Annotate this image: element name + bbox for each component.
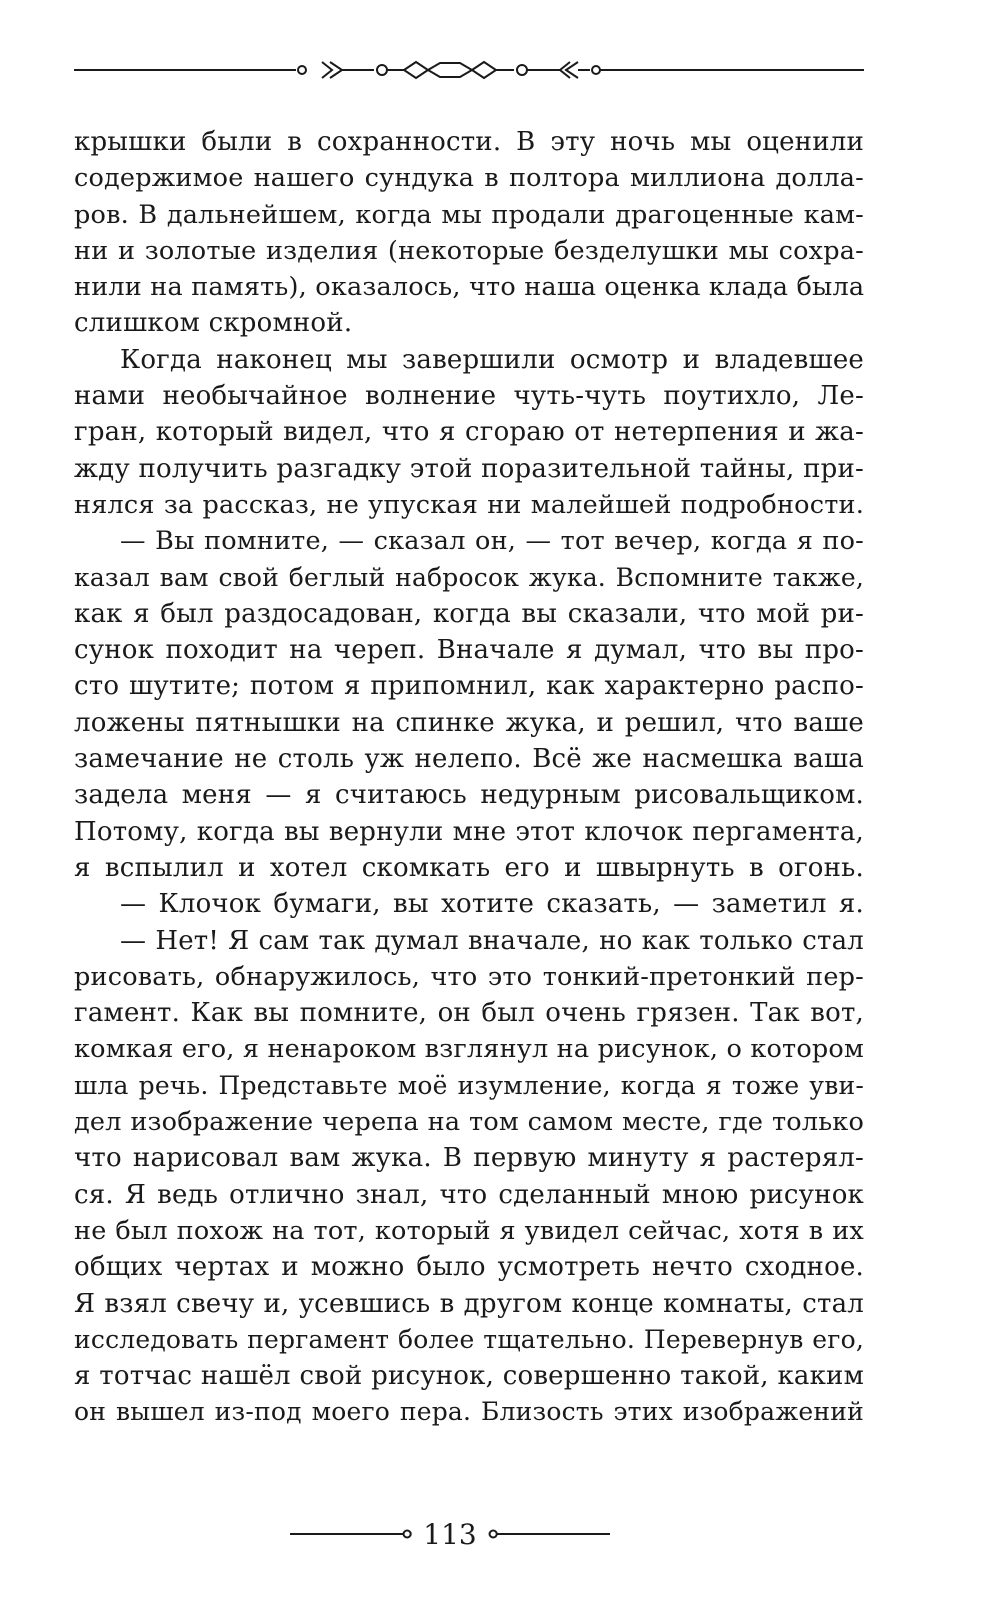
text-line: Когда наконец мы завершили осмотр и владевшее bbox=[120, 344, 864, 375]
text-line: крышки были в сохранности. В эту ночь мы оценили bbox=[74, 127, 864, 157]
text-line: исследовать пергамент более тщательно. Перевернув его, bbox=[74, 1324, 864, 1354]
text-line: — Вы помните, — сказал он, — тот вечер, когда я по- bbox=[120, 526, 864, 557]
text-line: жду получить разгадку этой поразительной тайны, при- bbox=[74, 453, 864, 484]
text-line: я тотчас нашёл свой рисунок, совершенно такой, каким bbox=[74, 1361, 864, 1392]
header-ornament bbox=[74, 50, 864, 90]
text-line: содержимое нашего сундука в полтора миллиона долла- bbox=[74, 163, 864, 194]
footer-ornament-right bbox=[487, 1520, 610, 1548]
text-line: задела меня — я считаюсь недурным рисовальщиком. bbox=[74, 780, 864, 811]
body-text bbox=[74, 124, 864, 1431]
text-line: нами необычайное волнение чуть-чуть поутихло, Ле- bbox=[74, 381, 864, 412]
text-line: ни и золотые изделия (некоторые безделушки мы сохра- bbox=[74, 235, 864, 266]
text-line: гамент. Как вы помните, он был очень грязен. Так вот, bbox=[74, 998, 864, 1029]
text-line: ров. В дальнейшем, когда мы продали драгоценные кам- bbox=[74, 199, 864, 230]
text-line: гран, который видел, что я сгораю от нетерпения и жа- bbox=[74, 417, 864, 448]
text-line: нялся за рассказ, не упуская ни малейшей подробности. bbox=[74, 489, 864, 520]
footer-ornament-left bbox=[290, 1520, 413, 1548]
text-line: не был похож на тот, который я увидел сейчас, хотя в их bbox=[74, 1215, 864, 1246]
text-line: сунок походит на череп. Вначале я думал, что вы про- bbox=[74, 635, 864, 666]
text-line: шла речь. Представьте моё изумление, когда я тоже уви- bbox=[74, 1070, 864, 1100]
page-number: 113 bbox=[423, 1517, 477, 1551]
text-line: рисовать, обнаружилось, что это тонкий-претонкий пер- bbox=[74, 961, 864, 992]
text-line: он вышел из-под моего пера. Близость этих изображений bbox=[74, 1397, 864, 1427]
text-line: как я был раздосадован, когда вы сказали, что мой ри- bbox=[74, 598, 864, 629]
text-line: — Нет! Я сам так думал вначале, но как только стал bbox=[120, 925, 864, 956]
text-line: общих чертах и можно было усмотреть нечто сходное. bbox=[74, 1252, 864, 1283]
text-line: замечание не столь уж нелепо. Всё же насмешка ваша bbox=[74, 744, 864, 775]
text-line: я вспылил и хотел скомкать его и швырнуть в огонь. bbox=[74, 852, 864, 883]
text-line: сто шутите; потом я припомнил, как характерно распо- bbox=[74, 671, 864, 702]
text-line: что нарисовал вам жука. В первую минуту я растерял- bbox=[74, 1143, 864, 1174]
text-line: комкая его, я ненароком взглянул на рисунок, о котором bbox=[74, 1034, 864, 1065]
page-footer bbox=[290, 1512, 610, 1556]
text-line: ложены пятнышки на спинке жука, и решил, что ваше bbox=[74, 707, 864, 738]
text-line: слишком скромной. bbox=[74, 308, 353, 339]
text-line: Потому, когда вы вернули мне этот клочок пергамента, bbox=[74, 816, 864, 847]
text-line: — Клочок бумаги, вы хотите сказать, — заметил я. bbox=[120, 889, 864, 920]
text-line: ся. Я ведь отлично знал, что сделанный мною рисунок bbox=[74, 1179, 864, 1210]
text-line: нили на память), оказалось, что наша оценка клада была bbox=[74, 272, 864, 303]
text-line: казал вам свой беглый набросок жука. Вспомните также, bbox=[74, 562, 864, 592]
text-line: Я взял свечу и, усевшись в другом конце комнаты, стал bbox=[74, 1288, 864, 1319]
text-line: дел изображение черепа на том самом месте, где только bbox=[74, 1107, 864, 1138]
